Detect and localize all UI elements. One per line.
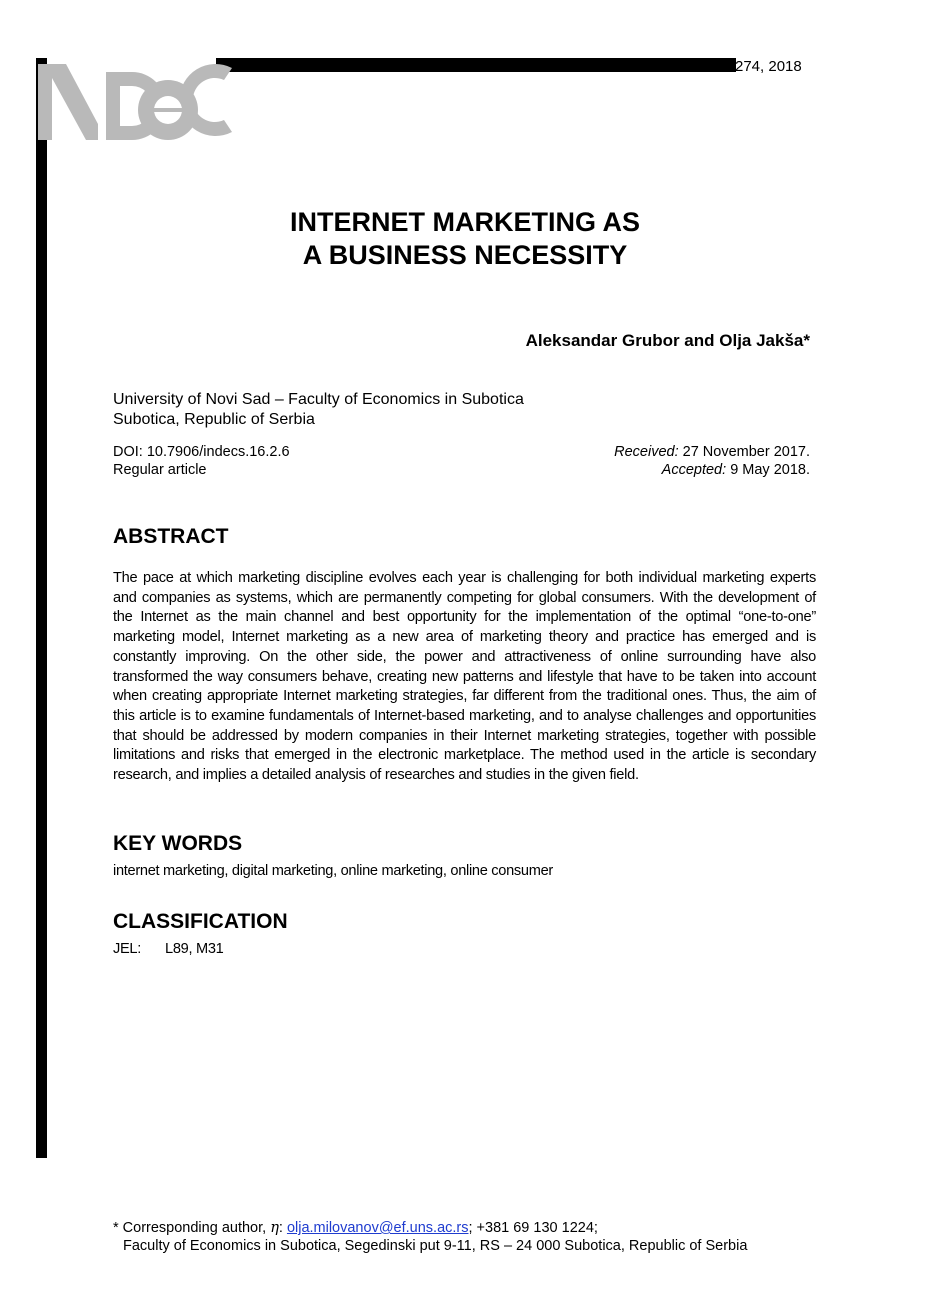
corresponding-author-footnote [113, 1219, 747, 1255]
affiliation-line-2: Subotica, Republic of Serbia [113, 411, 315, 428]
footnote-colon: : [278, 1220, 283, 1236]
keywords-heading: KEY WORDS [113, 832, 243, 855]
left-border-bar [36, 58, 47, 1158]
indecs-logo [36, 54, 252, 148]
jel-value: L89, M31 [165, 941, 224, 957]
article-type: Regular article [113, 462, 207, 478]
email-symbol: η [270, 1220, 279, 1236]
journal-reference: 274, 2018 [735, 58, 802, 75]
header-redaction-bar [216, 58, 736, 72]
logo-letterforms [38, 64, 232, 140]
classification-heading: CLASSIFICATION [113, 910, 288, 933]
affiliation-line-1: University of Novi Sad – Faculty of Economics in Subotica [113, 391, 524, 408]
title-line-1: INTERNET MARKETING AS [290, 207, 640, 237]
keywords-text: internet marketing, digital marketing, online marketing, online consumer [113, 863, 553, 879]
author-phone: ; +381 69 130 1224; [468, 1220, 598, 1236]
author-email-link[interactable]: olja.milovanov@ef.uns.ac.rs [286, 1220, 469, 1236]
accepted-label: Accepted: [661, 462, 727, 478]
accepted-date: 9 May 2018. [730, 462, 810, 478]
footnote-prefix: * Corresponding author, [113, 1220, 267, 1236]
paper-title [180, 206, 750, 272]
accepted-date-row [614, 461, 810, 479]
author-address: Faculty of Economics in Subotica, Segedinski put 9-11, RS – 24 000 Subotica, Republic of Serbia [123, 1238, 748, 1254]
received-date: 27 November 2017. [682, 444, 810, 460]
received-label: Received: [614, 444, 679, 460]
authors: Aleksandar Grubor and Olja Jakša* [525, 331, 810, 350]
affiliation [113, 390, 524, 430]
doi: DOI: 10.7906/indecs.16.2.6 [113, 444, 290, 460]
jel-classification [113, 941, 223, 957]
received-date-row [614, 443, 810, 461]
article-meta-left [113, 443, 290, 479]
article-dates [614, 443, 810, 479]
title-line-2: A BUSINESS NECESSITY [302, 240, 628, 270]
abstract-text: The pace at which marketing discipline evolves each year is challenging for both individual marketing experts and companies as systems, which are permanently competing for global consumers. With the development of the Internet as the main channel and best opportunity for the implementation of the optimal “one-to-one” marketing model, Internet marketing as a new area of marketing theory and practice has emerged and is constantly improving. On the other side, the power and attractiveness of online surrounding have also transformed the way consumers behave, creating new patterns and lifestyle that have to be taken into account when creating appropriate Internet marketing strategies, far different from the traditional ones. Thus, the aim of this article is to examine fundamentals of Internet-based marketing, and to analyse challenges and opportunities that should be addressed by modern companies in their Internet marketing strategies, together with possible limitations and risks that emerged in the electronic marketplace. The method used in the article is secondary research, and implies a detailed analysis of researches and studies in the given field. [113, 570, 816, 784]
jel-label: JEL: [113, 941, 142, 957]
abstract-heading: ABSTRACT [113, 525, 229, 548]
